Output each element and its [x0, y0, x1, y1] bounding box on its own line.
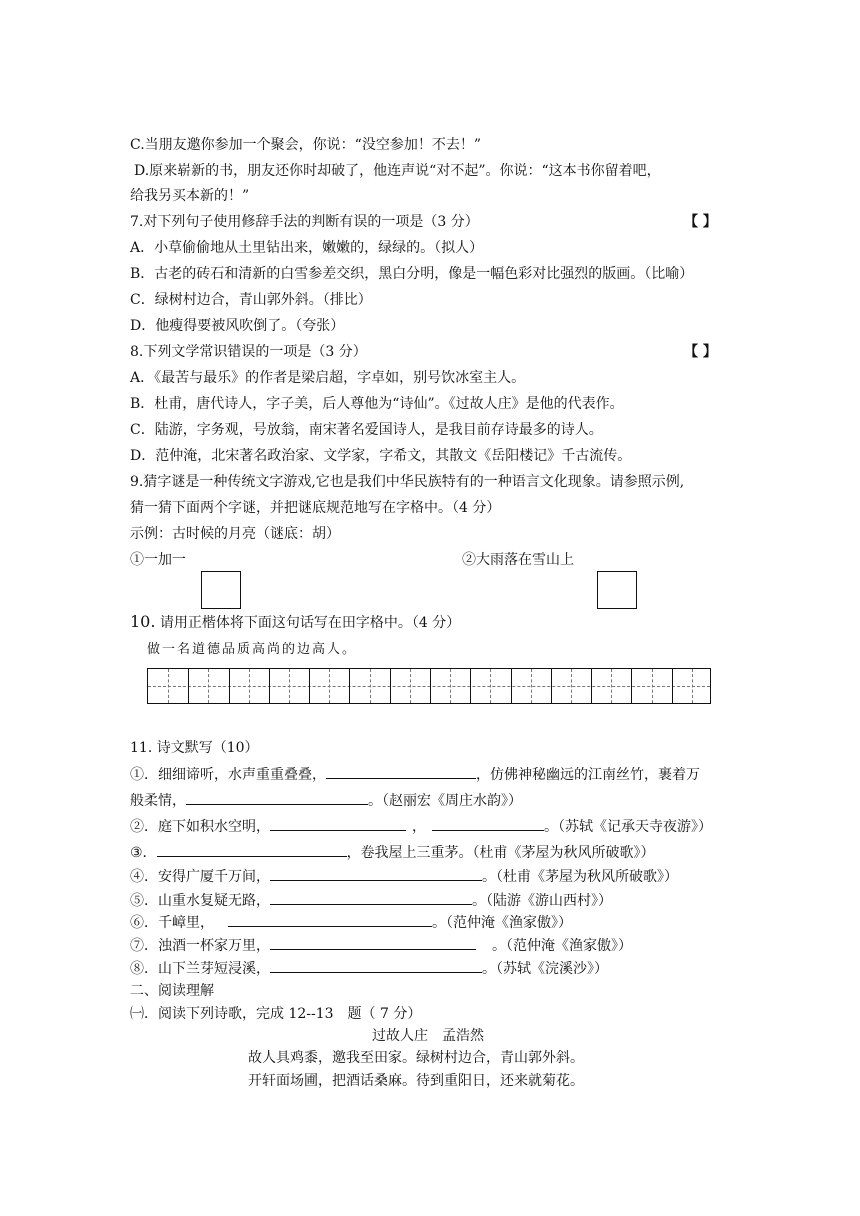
grid-cell-divider	[229, 669, 230, 703]
q11-blank-8[interactable]	[228, 912, 432, 927]
q11-item-5-text-a: ⑤．山重水复疑无路，	[130, 893, 270, 909]
grid-cell-divider	[511, 669, 512, 703]
q11-item-5-text-b: 。（陆游《游山西村》）	[472, 893, 612, 909]
q11-blank-9[interactable]	[270, 935, 476, 950]
q7-answer-bracket[interactable]: 【 】	[684, 214, 717, 230]
grid-cell-divider	[349, 669, 350, 703]
q11-item-8	[130, 958, 608, 979]
q9-riddle-2: ②大雨落在雪山上	[462, 552, 574, 568]
q11-item-4-text-a: ④．安得广厦千万间，	[130, 869, 270, 885]
grid-cell-divider	[430, 669, 431, 703]
grid-cell-divider	[188, 669, 189, 703]
q11-item-1-text-a: ①．细细谛听，水声重重叠叠，	[130, 767, 326, 783]
q9-example: 示例：古时候的月亮（谜底：胡）	[130, 526, 340, 542]
grid-cell-guide	[168, 669, 169, 703]
grid-cell-divider	[631, 669, 632, 703]
q6-option-d-line2: 给我另买本新的！”	[130, 188, 250, 204]
q8-option-a: A．《最苦与最乐》的作者是梁启超，字卓如，别号饮冰室主人。	[130, 370, 526, 386]
q7-option-a: A．小草偷偷地从土里钻出来，嫩嫩的，绿绿的。（拟人）	[130, 240, 484, 256]
q11-blank-2[interactable]	[186, 790, 368, 805]
q11-item-8-text-a: ⑧．山下兰芽短浸溪，	[130, 961, 270, 977]
q10-sentence: 做一名道德品质高尚的边高人。	[147, 642, 358, 657]
q6-option-c: C.当朋友邀你参加一个聚会，你说：“没空参加！不去！”	[130, 137, 481, 153]
q11-blank-3[interactable]	[270, 816, 406, 831]
q8-stem: 8.下列文学常识错误的一项是（3 分）	[130, 344, 367, 360]
grid-cell-divider	[672, 669, 673, 703]
q11-blank-7[interactable]	[270, 890, 472, 905]
q11-item-4	[130, 866, 678, 887]
q8-option-c: C．陆游，字务观，号放翁，南宋著名爱国诗人，是我目前存诗最多的诗人。	[130, 422, 603, 438]
grid-cell-divider	[591, 669, 592, 703]
section2-subtitle: ㈠．阅读下列诗歌，完成 12--13 题（ 7 分）	[130, 1006, 422, 1022]
q7-option-d: D．他瘦得要被风吹倒了。（夸张）	[130, 318, 345, 334]
q11-item-7-text-b: 。（范仲淹《渔家傲》）	[492, 938, 632, 954]
grid-cell-divider	[269, 669, 270, 703]
grid-cell-divider	[309, 669, 310, 703]
grid-cell-guide	[490, 669, 491, 703]
grid-cell-divider	[470, 669, 471, 703]
grid-cell-guide	[289, 669, 290, 703]
q11-item-2	[130, 816, 712, 837]
q11-item-2-text-c: 。（苏轼《记承天寺夜游》）	[544, 819, 712, 835]
q10-stem	[130, 612, 460, 633]
grid-cell-guide	[370, 669, 371, 703]
q11-item-6-text-a: ⑥．千嶂里，	[130, 915, 214, 931]
q9-answer-box-1[interactable]	[201, 571, 241, 609]
q11-title: 11. 诗文默写（10）	[130, 740, 259, 756]
q11-blank-6[interactable]	[270, 866, 482, 881]
q11-item-1-cont	[130, 790, 522, 811]
grid-cell-divider	[390, 669, 391, 703]
grid-cell-guide	[249, 669, 250, 703]
q11-blank-5[interactable]	[157, 842, 347, 857]
q11-item-7-text-a: ⑦．浊酒一杯家万里，	[130, 938, 270, 954]
q10-stem-text: 请用正楷体将下面这句话写在田字格中。（4 分）	[155, 615, 461, 631]
grid-cell-guide	[611, 669, 612, 703]
grid-cell-guide	[652, 669, 653, 703]
grid-cell-guide	[329, 669, 330, 703]
q9-riddle-1: ①一加一	[130, 552, 186, 568]
q11-blank-1[interactable]	[326, 764, 476, 779]
grid-cell-guide	[571, 669, 572, 703]
q11-blank-4[interactable]	[432, 816, 544, 831]
q7-stem: 7.对下列句子使用修辞手法的判断有误的一项是（3 分）	[130, 214, 479, 230]
q11-item-5	[130, 890, 612, 911]
q8-answer-bracket[interactable]: 【 】	[684, 344, 717, 360]
q11-item-2-text-a: ②．庭下如积水空明，	[130, 819, 270, 835]
q11-blank-10[interactable]	[270, 958, 482, 973]
grid-cell-guide	[450, 669, 451, 703]
q10-number: 10.	[130, 612, 156, 631]
grid-cell-guide	[410, 669, 411, 703]
q11-item-7	[130, 935, 632, 956]
grid-cell-guide	[208, 669, 209, 703]
q9-answer-box-2[interactable]	[597, 571, 637, 609]
poem-line-2: 开轩面场圃，把酒话桑麻。待到重阳日，还来就菊花。	[248, 1073, 584, 1089]
q11-item-4-text-b: 。（杜甫《茅屋为秋风所破歌》）	[482, 869, 678, 885]
q8-option-d: D．范仲淹，北宋著名政治家、文学家，字希文，其散文《岳阳楼记》千古流传。	[130, 448, 632, 464]
grid-cell-guide	[692, 669, 693, 703]
q11-item-3	[130, 842, 655, 863]
q11-item-8-text-b: 。（苏轼《浣溪沙》）	[482, 961, 608, 977]
poem-title: 过故人庄 孟浩然	[372, 1028, 484, 1044]
q7-option-b: B．古老的砖石和清新的白雪参差交织，黑白分明，像是一幅色彩对比强烈的版画。（比喻）	[130, 266, 694, 282]
poem-line-1: 故人具鸡黍，邀我至田家。绿树村边合，青山郭外斜。	[248, 1050, 584, 1066]
q11-item-1-text-b: ，仿佛神秘幽远的江南丝竹，裹着万	[476, 767, 700, 783]
q11-item-3-text-b: ，卷我屋上三重茅。（杜甫《茅屋为秋风所破歌》）	[346, 845, 655, 861]
grid-cell-divider	[551, 669, 552, 703]
q7-option-c: C．绿树村边合，青山郭外斜。（排比）	[130, 292, 372, 308]
q11-item-1-text-d: 。（赵丽宏《周庄水韵》）	[368, 793, 522, 809]
q11-item-1-text-c: 般柔情，	[130, 793, 186, 809]
q9-stem-line2: 猜一猜下面两个字谜，并把谜底规范地写在字格中。（4 分）	[130, 500, 501, 516]
q11-item-6	[130, 912, 572, 933]
q6-option-d-line1: D.原来崭新的书，朋友还你时却破了，他连声说“对不起”。你说：“这本书你留着吧，	[134, 163, 661, 179]
tianzige-grid[interactable]	[147, 668, 711, 704]
q8-option-b: B．杜甫，唐代诗人，字子美，后人尊他为“诗仙”。《过故人庄》是他的代表作。	[130, 396, 624, 412]
q9-stem-line1: 9.猜字谜是一种传统文字游戏,它也是我们中华民族特有的一种语言文化现象。请参照示例,	[130, 474, 685, 490]
q11-item-6-text-b: 。（范仲淹《渔家傲》）	[432, 915, 572, 931]
q11-item-3-text-a: ③．	[130, 845, 157, 861]
q11-item-2-text-b: ，	[412, 819, 426, 835]
grid-cell-guide	[531, 669, 532, 703]
q11-item-1	[130, 764, 700, 785]
section2-title: 二、阅读理解	[130, 983, 214, 999]
